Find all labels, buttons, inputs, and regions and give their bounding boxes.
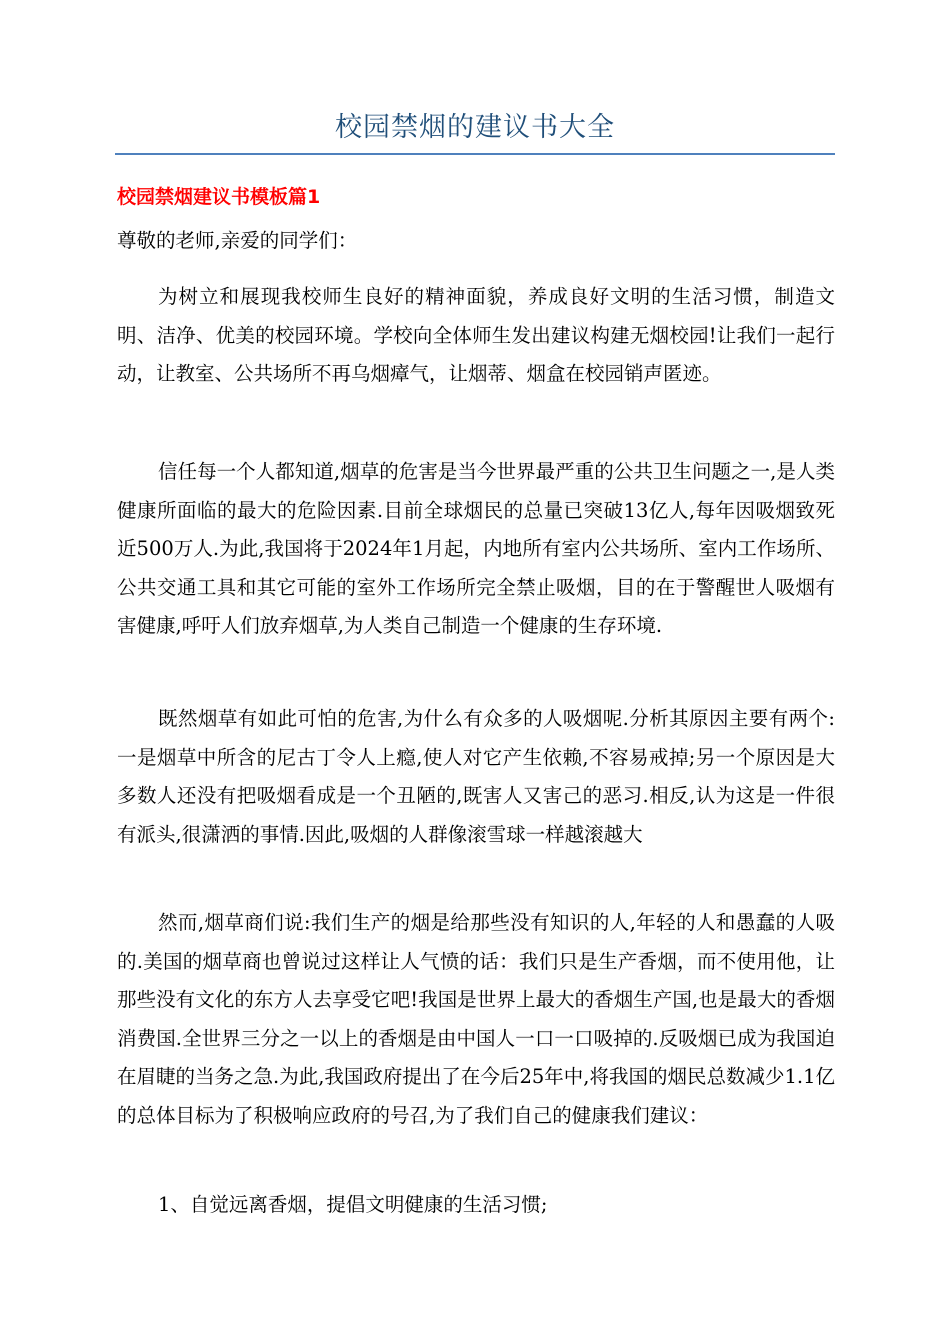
section-heading: 校园禁烟建议书模板篇1	[117, 186, 321, 208]
paragraph-4: 然而,烟草商们说:我们生产的烟是给那些没有知识的人,年轻的人和愚蠢的人吸的.美国的烟草商也曾说过这样让人气愤的话：我们只是生产香烟，而不使用他，让那些没有文化的东方人去享受它吧!我国是世界上最大的香烟生产国,也是最大的香烟消费国.全世界三分之一以上的香烟是由中国人一口一口吸掉的.反吸烟已成为我国迫在眉睫的当务之急.为此,我国政府提出了在今后25年中,将我国的烟民总数减少1.1亿的总体目标为了积极响应政府的号召,为了我们自己的健康我们建议：	[117, 911, 835, 1127]
paragraph-2: 信任每一个人都知道,烟草的危害是当今世界最严重的公共卫生问题之一,是人类健康所面临的最大的危险因素.目前全球烟民的总量已突破13亿人,每年因吸烟致死近500万人.为此,我国将于2024年1月起，内地所有室内公共场所、室内工作场所、公共交通工具和其它可能的室外工作场所完全禁止吸烟，目的在于警醒世人吸烟有害健康,呼吁人们放弃烟草,为人类自己制造一个健康的生存环境.	[117, 460, 835, 637]
salutation: 尊敬的老师,亲爱的同学们：	[117, 229, 358, 252]
title-underline	[115, 153, 835, 155]
paragraph-3: 既然烟草有如此可怕的危害,为什么有众多的人吸烟呢.分析其原因主要有两个:一是烟草中所含的尼古丁令人上瘾,使人对它产生依赖,不容易戒掉;另一个原因是大多数人还没有把吸烟看成是一个丑陋的,既害人又害己的恶习.相反,认为这是一件很有派头,很潇洒的事情.因此,吸烟的人群像滚雪球一样越滚越大	[117, 707, 835, 846]
paragraph-1: 为树立和展现我校师生良好的精神面貌，养成良好文明的生活习惯，制造文明、洁净、优美的校园环境。学校向全体师生发出建议构建无烟校园!让我们一起行动，让教室、公共场所不再乌烟瘴气，让烟蒂、烟盒在校园销声匿迹。	[117, 285, 835, 385]
list-item-1: 1、自觉远离香烟，提倡文明健康的生活习惯;	[158, 1193, 548, 1216]
document-title: 校园禁烟的建议书大全	[335, 112, 615, 143]
